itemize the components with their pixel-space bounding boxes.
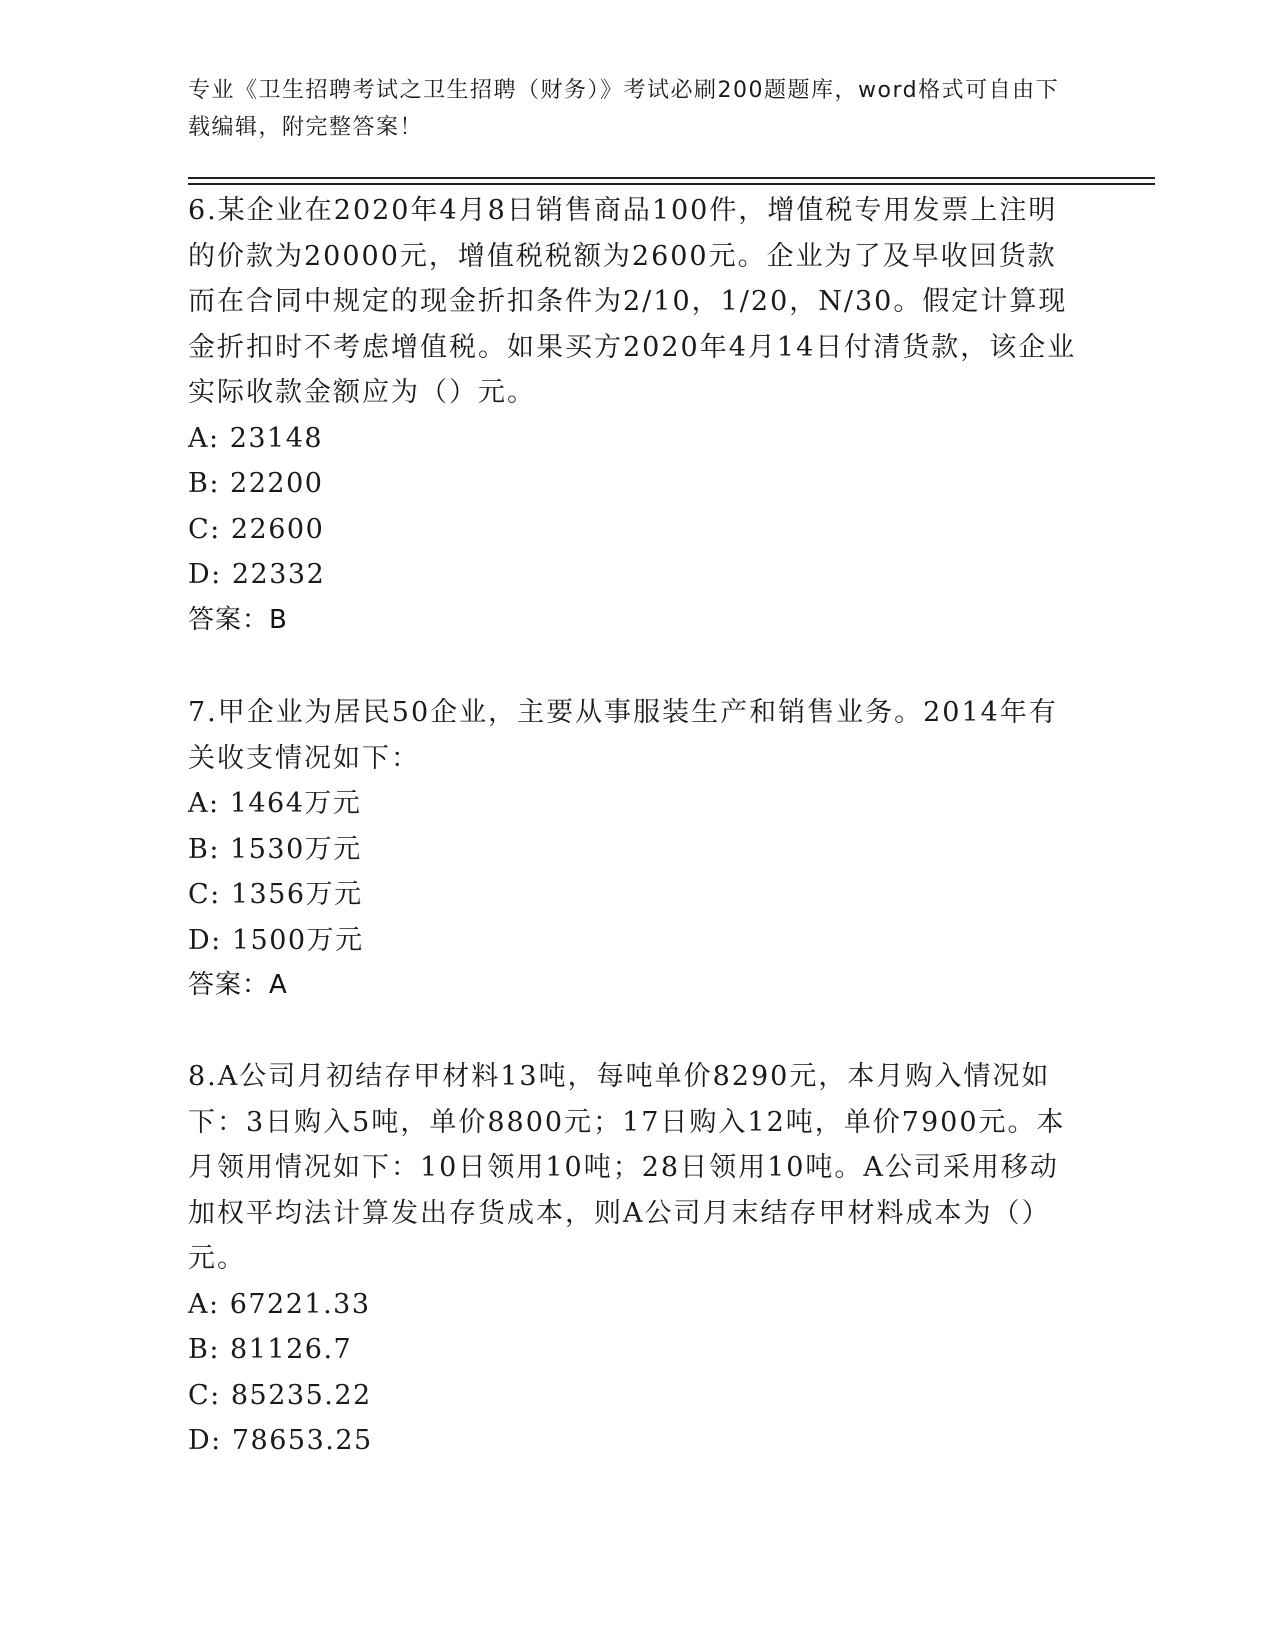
header-rule-top xyxy=(188,177,1155,179)
option-letter: B xyxy=(188,833,210,865)
option-a xyxy=(188,416,1083,462)
option-b xyxy=(188,827,1083,873)
option-b xyxy=(188,461,1083,507)
question-6 xyxy=(188,188,1083,643)
option-value: 1530万元 xyxy=(230,833,362,865)
option-separator: : xyxy=(211,1425,222,1456)
option-value: 85235.22 xyxy=(230,1379,372,1411)
option-separator: : xyxy=(209,788,220,819)
option-separator: : xyxy=(209,1334,220,1365)
option-letter: D xyxy=(188,559,212,590)
answer-line: 答案：B xyxy=(188,604,288,635)
option-letter: A xyxy=(188,422,209,454)
option-a xyxy=(188,781,1083,827)
option-separator: : xyxy=(210,879,221,910)
option-c xyxy=(188,1373,1083,1419)
option-letter: C xyxy=(188,1379,211,1411)
option-value: 22200 xyxy=(230,468,324,499)
option-letter: B xyxy=(188,1334,210,1365)
option-d xyxy=(188,552,1083,598)
option-value: 67221.33 xyxy=(229,1288,371,1320)
option-value: 22332 xyxy=(231,559,326,590)
option-b xyxy=(188,1327,1083,1373)
option-letter: D xyxy=(188,924,212,956)
question-8 xyxy=(188,1054,1083,1464)
document-header: 专业《卫生招聘考试之卫生招聘（财务）》考试必刷200题题库，word格式可自由下载编辑，附完整答案！ xyxy=(188,78,1060,140)
option-value: 1464万元 xyxy=(229,788,362,819)
option-separator: : xyxy=(211,559,222,590)
option-separator: : xyxy=(209,468,220,499)
option-separator: : xyxy=(209,1288,220,1320)
option-separator: : xyxy=(209,833,220,865)
question-stem: 6.某企业在2020年4月8日销售商品100件，增值税专用发票上注明的价款为20000元，增值税税额为2600元。企业为了及早收回货款而在合同中规定的现金折扣条件为2/10，1/20，N/30。假定计算现金折扣时不考虑增值税。如果买方2020年4月14日付清货款，该企业实际收款金额应为（）元。 xyxy=(188,195,1077,408)
option-value: 23148 xyxy=(229,422,324,454)
header-rule-bottom xyxy=(188,183,1155,185)
option-c xyxy=(188,872,1083,918)
option-separator: : xyxy=(211,924,222,956)
option-value: 22600 xyxy=(230,513,325,545)
option-letter: A xyxy=(188,1288,209,1320)
option-letter: B xyxy=(188,468,210,499)
option-value: 81126.7 xyxy=(230,1334,353,1365)
option-c xyxy=(188,507,1083,553)
option-separator: : xyxy=(209,422,220,454)
option-value: 1500万元 xyxy=(231,924,364,956)
option-letter: A xyxy=(188,788,209,819)
question-stem: 7.甲企业为居民50企业，主要从事服装生产和销售业务。2014年有关收支情况如下： xyxy=(188,697,1058,774)
question-stem: 8.A公司月初结存甲材料13吨，每吨单价8290元，本月购入情况如下：3日购入5吨，单价8800元；17日购入12吨，单价7900元。本月领用情况如下：10日领用10吨；28日领用10吨。A公司采用移动加权平均法计算发出存货成本，则A公司月末结存甲材料成本为（）元。 xyxy=(188,1061,1066,1274)
option-letter: C xyxy=(188,513,211,545)
option-a xyxy=(188,1282,1083,1328)
option-letter: D xyxy=(188,1425,212,1456)
option-separator: : xyxy=(210,1379,221,1411)
option-d xyxy=(188,1418,1083,1464)
option-letter: C xyxy=(188,879,211,910)
option-value: 78653.25 xyxy=(231,1425,373,1456)
answer-line: 答案：A xyxy=(188,970,288,1000)
question-7 xyxy=(188,690,1083,1009)
option-d xyxy=(188,918,1083,964)
option-separator: : xyxy=(210,513,221,545)
option-value: 1356万元 xyxy=(230,879,363,910)
